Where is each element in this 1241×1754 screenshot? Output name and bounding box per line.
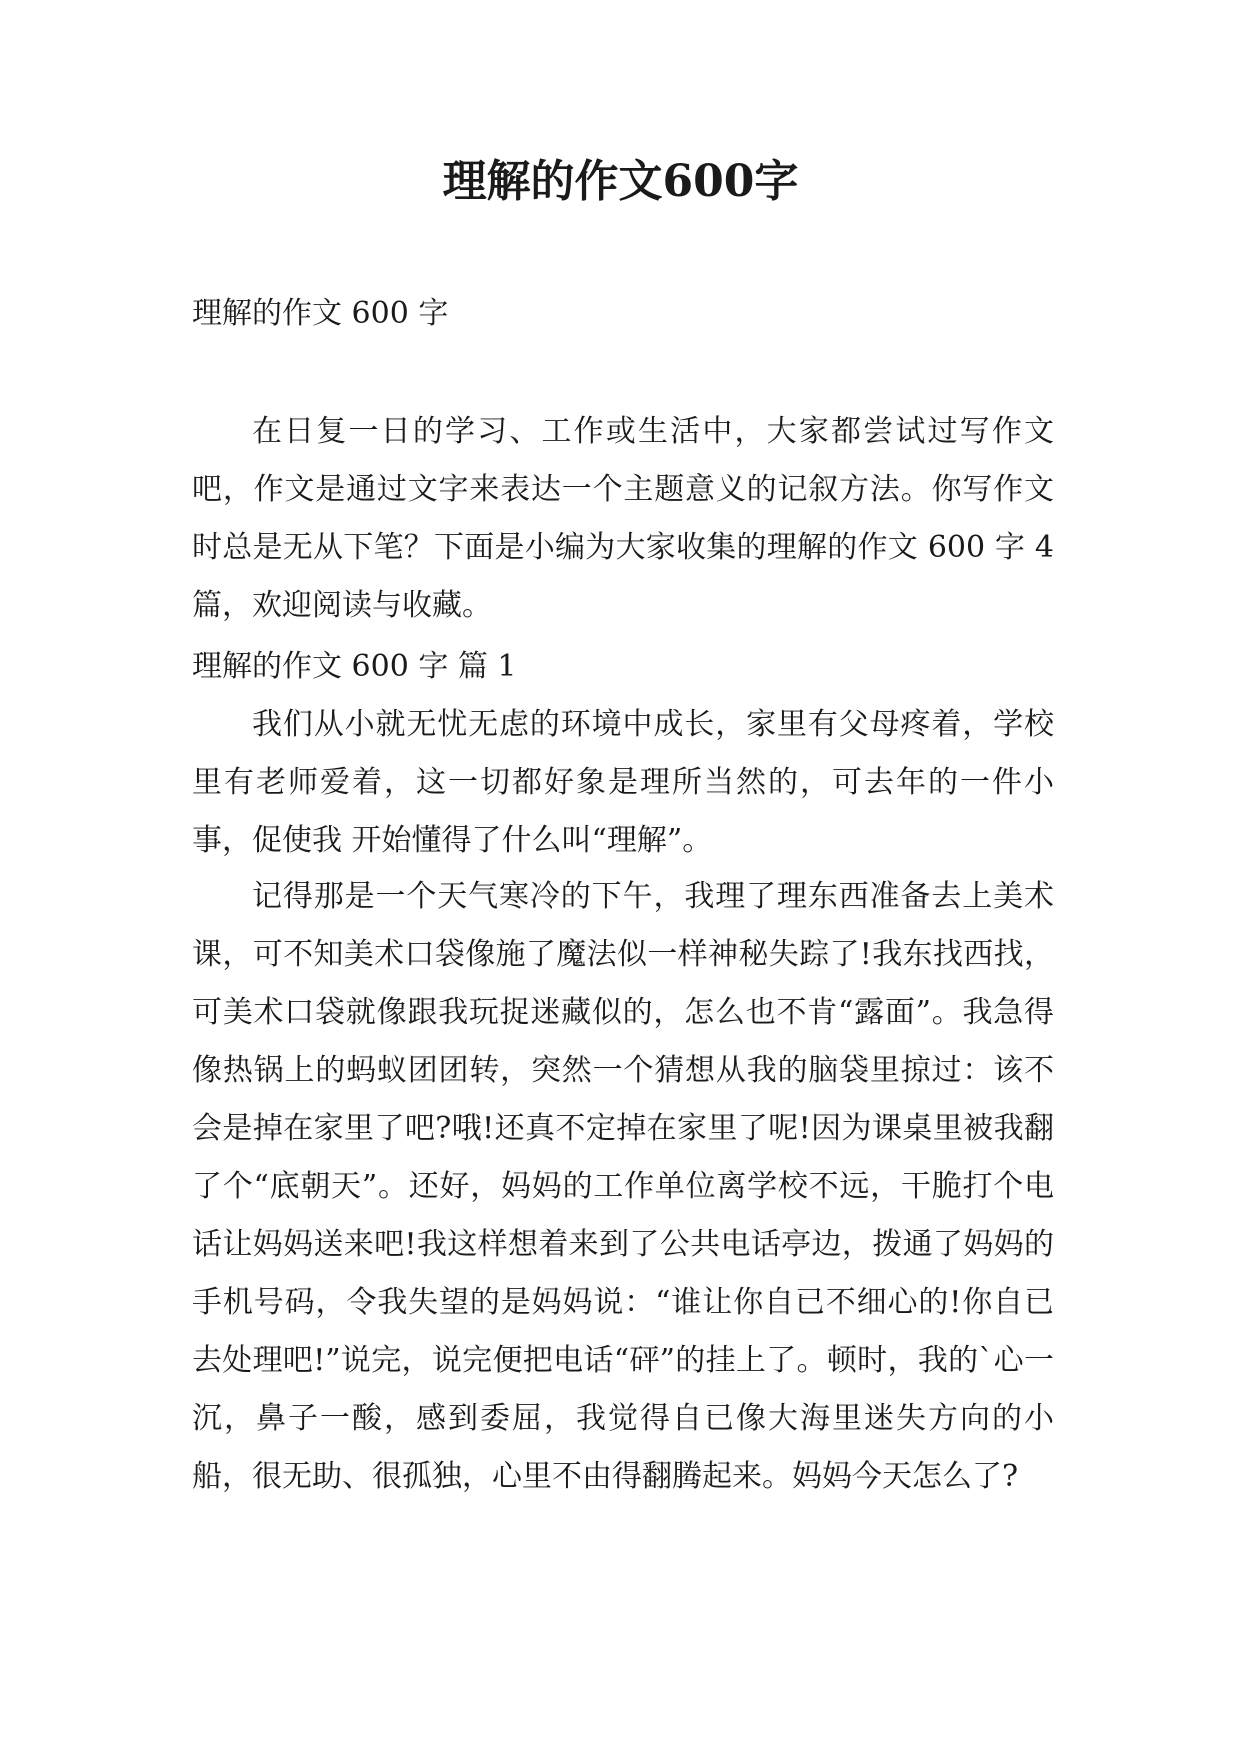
document-title: 理解的作文600字 [442,156,799,207]
section-heading: 理解的作文 600 字 篇 1 [192,649,517,684]
body-paragraph-2: 记得那是一个天气寒冷的下午，我理了理东西准备去上美术课，可不知美术口袋像施了魔法似一样神秘失踪了!我东找西找，可美术口袋就像跟我玩捉迷藏似的，怎么也不肯“露面”。我急得像热锅上的蚂蚁团团转，突然一个猜想从我的脑袋里掠过：该不会是掉在家里了吧?哦!还真不定掉在家里了呢!因为课桌里被我翻了个“底朝天”。还好，妈妈的工作单位离学校不远，干脆打个电话让妈妈送来吧!我这样想着来到了公共电话亭边，拨通了妈妈的手机号码，令我失望的是妈妈说：“谁让你自已不细心的!你自已去处理吧!”说完，说完便把电话“砰”的挂上了。顿时，我的`心一沉，鼻子一酸，感到委屈，我觉得自已像大海里迷失方向的小船，很无助、很孤独，心里不由得翻腾起来。妈妈今天怎么了? [192,879,1054,1494]
document-subtitle: 理解的作文 600 字 [192,296,449,331]
intro-paragraph: 在日复一日的学习、工作或生活中，大家都尝试过写作文吧，作文是通过文字来表达一个主题意义的记叙方法。你写作文时总是无从下笔？下面是小编为大家收集的理解的作文 600 字 4 篇，欢迎阅读与收藏。 [192,414,1054,623]
body-paragraph-1: 我们从小就无忧无虑的环境中成长，家里有父母疼着，学校里有老师爱着，这一切都好象是理所当然的，可去年的一件小事，促使我 开始懂得了什么叫“理解”。 [192,707,1054,858]
